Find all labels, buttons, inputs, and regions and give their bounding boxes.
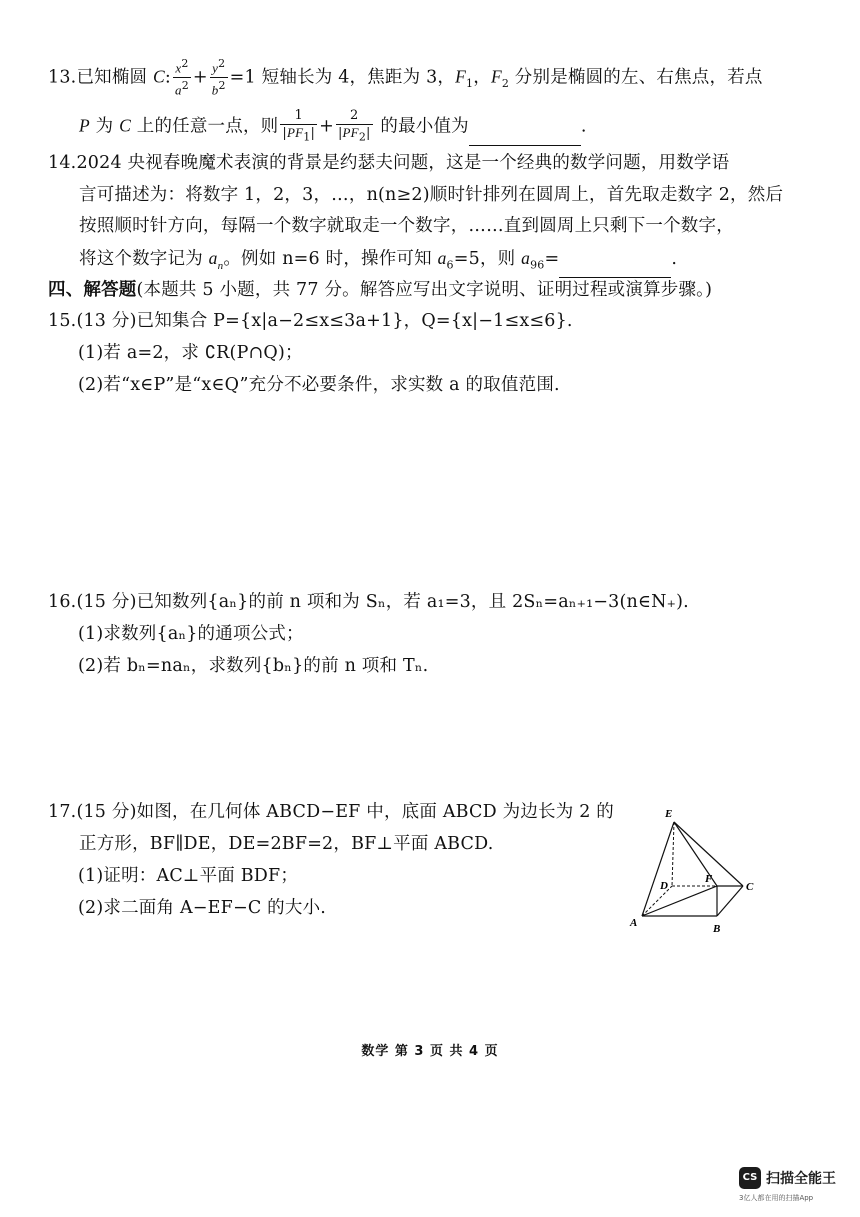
watermark-tagline: 3亿人都在用的扫描App: [739, 1194, 814, 1202]
q13-text-a: 已知椭圆: [76, 67, 153, 88]
q15-stem: [48, 309, 573, 333]
q15-part1: (1)若 a=2，求 ∁R(P∩Q)；: [78, 343, 303, 363]
page-footer: 数学 第 3 页 共 4 页: [361, 1044, 499, 1059]
section4-note: (本题共 5 小题，共 77 分。解答应写出文字说明、证明过程或演算步骤。): [136, 280, 713, 300]
q14-text-c: =5，则: [453, 249, 522, 269]
q14-line2: 言可描述为：将数字 1，2，3，…，n(n≥2)顺时针排列在圆周上，首先取走数字 2，然后: [79, 185, 784, 205]
label-C: C: [746, 881, 754, 893]
edge-ED: [672, 822, 674, 886]
geometry-figure: [625, 805, 765, 935]
q14-text-e: .: [671, 249, 678, 269]
label-A: A: [630, 917, 638, 929]
q17-part1: (1)证明：AC⊥平面 BDF；: [78, 866, 299, 886]
label-B: B: [713, 923, 721, 935]
q16-part1: (1)求数列{aₙ}的通项公式；: [78, 624, 304, 644]
q13-line1: 13.已知椭圆 C: $\frac{x^2}{a^2}$ + $\frac{y^2}{b^2}$ =1 短轴长为 4，焦距为 3，$F_1$，$F_2$ 分别是椭圆的左、右焦点，若点: [48, 57, 763, 98]
q13-answer-blank: [469, 127, 581, 146]
q13-frac-y: $\frac{y^2}{b^2}$: [211, 57, 226, 98]
q13-frac-1: $\frac{1}{|PF_1|}$: [282, 108, 316, 144]
edge-AE: [642, 822, 674, 916]
q14-text-d: =: [544, 249, 560, 269]
q14-text-a: 将这个数字记为: [79, 249, 209, 269]
section4-header: [48, 278, 712, 302]
q13-line2: P 为 C 上的任意一点，则 $\frac{1}{|PF_1|}$ + $\frac{2}{|PF_2|}$ 的最小值为 .: [79, 108, 587, 144]
q16-number: 16.: [48, 592, 77, 612]
q14-number: 14.: [48, 153, 77, 173]
q17-part2: (2)求二面角 A−EF−C 的大小.: [78, 898, 327, 918]
q13-text-c: 分别是椭圆的左、右焦点，若点: [509, 67, 763, 88]
cs-logo-icon: CS: [739, 1167, 761, 1189]
scanner-watermark: [739, 1165, 839, 1205]
q13-text-g: .: [580, 116, 587, 137]
q14-text-b: 。例如 n=6 时，操作可知: [223, 249, 438, 269]
edge-BC: [717, 886, 743, 916]
q13-frac-2: $\frac{2}{|PF_2|}$: [337, 108, 371, 144]
q17-stem: [48, 800, 614, 824]
q13-text-d: 为: [89, 116, 120, 137]
q15-part2: (2)若“x∈P”是“x∈Q”充分不必要条件，求实数 a 的取值范围.: [78, 375, 560, 395]
q17-stem-text: (15 分)如图，在几何体 ABCD−EF 中，底面 ABCD 为边长为 2 的: [76, 802, 614, 822]
q14-line1: [48, 151, 729, 175]
q13-text-e: 上的任意一点，则: [131, 116, 279, 137]
q14-answer-blank: [559, 259, 671, 278]
q17-stem2: 正方形，BF∥DE，DE=2BF=2，BF⊥平面 ABCD.: [79, 834, 494, 854]
q14-text-line1: 2024 央视春晚魔术表演的背景是约瑟夫问题，这是一个经典的数学问题，用数学语: [76, 153, 730, 173]
q13-text-f: 的最小值为: [374, 116, 469, 137]
q13-text-b: 短轴长为 4，焦距为 3，: [255, 67, 456, 88]
q13-frac-x: $\frac{x^2}{a^2}$: [174, 57, 189, 98]
q13-number: 13.: [48, 67, 77, 88]
q17-number: 17.: [48, 802, 77, 822]
edge-AF: [642, 886, 717, 916]
label-D: D: [660, 880, 668, 892]
q14-line3: 按照顺时针方向，每隔一个数字就取走一个数字，……直到圆周上只剩下一个数字，: [79, 216, 734, 236]
q16-part2: (2)若 bₙ=naₙ，求数列{bₙ}的前 n 项和 Tₙ.: [78, 656, 429, 676]
q15-number: 15.: [48, 311, 77, 331]
q15-stem-text: (13 分)已知集合 P={x|a−2≤x≤3a+1}，Q={x|−1≤x≤6}.: [76, 311, 573, 331]
q14-line4: 将这个数字记为 $a_n$。例如 n=6 时，操作可知 $a_6=5$，则 $a_{96}=$ .: [79, 246, 677, 278]
section4-title: 四、解答题: [48, 280, 137, 300]
watermark-brand: 扫描全能王: [766, 1171, 836, 1187]
label-E: E: [665, 808, 673, 820]
q16-stem: [48, 590, 689, 614]
label-F: F: [705, 873, 713, 885]
q16-stem-text: (15 分)已知数列{aₙ}的前 n 项和为 Sₙ，若 a₁=3，且 2Sₙ=aₙ₊₁−3(n∈N₊).: [76, 592, 689, 612]
